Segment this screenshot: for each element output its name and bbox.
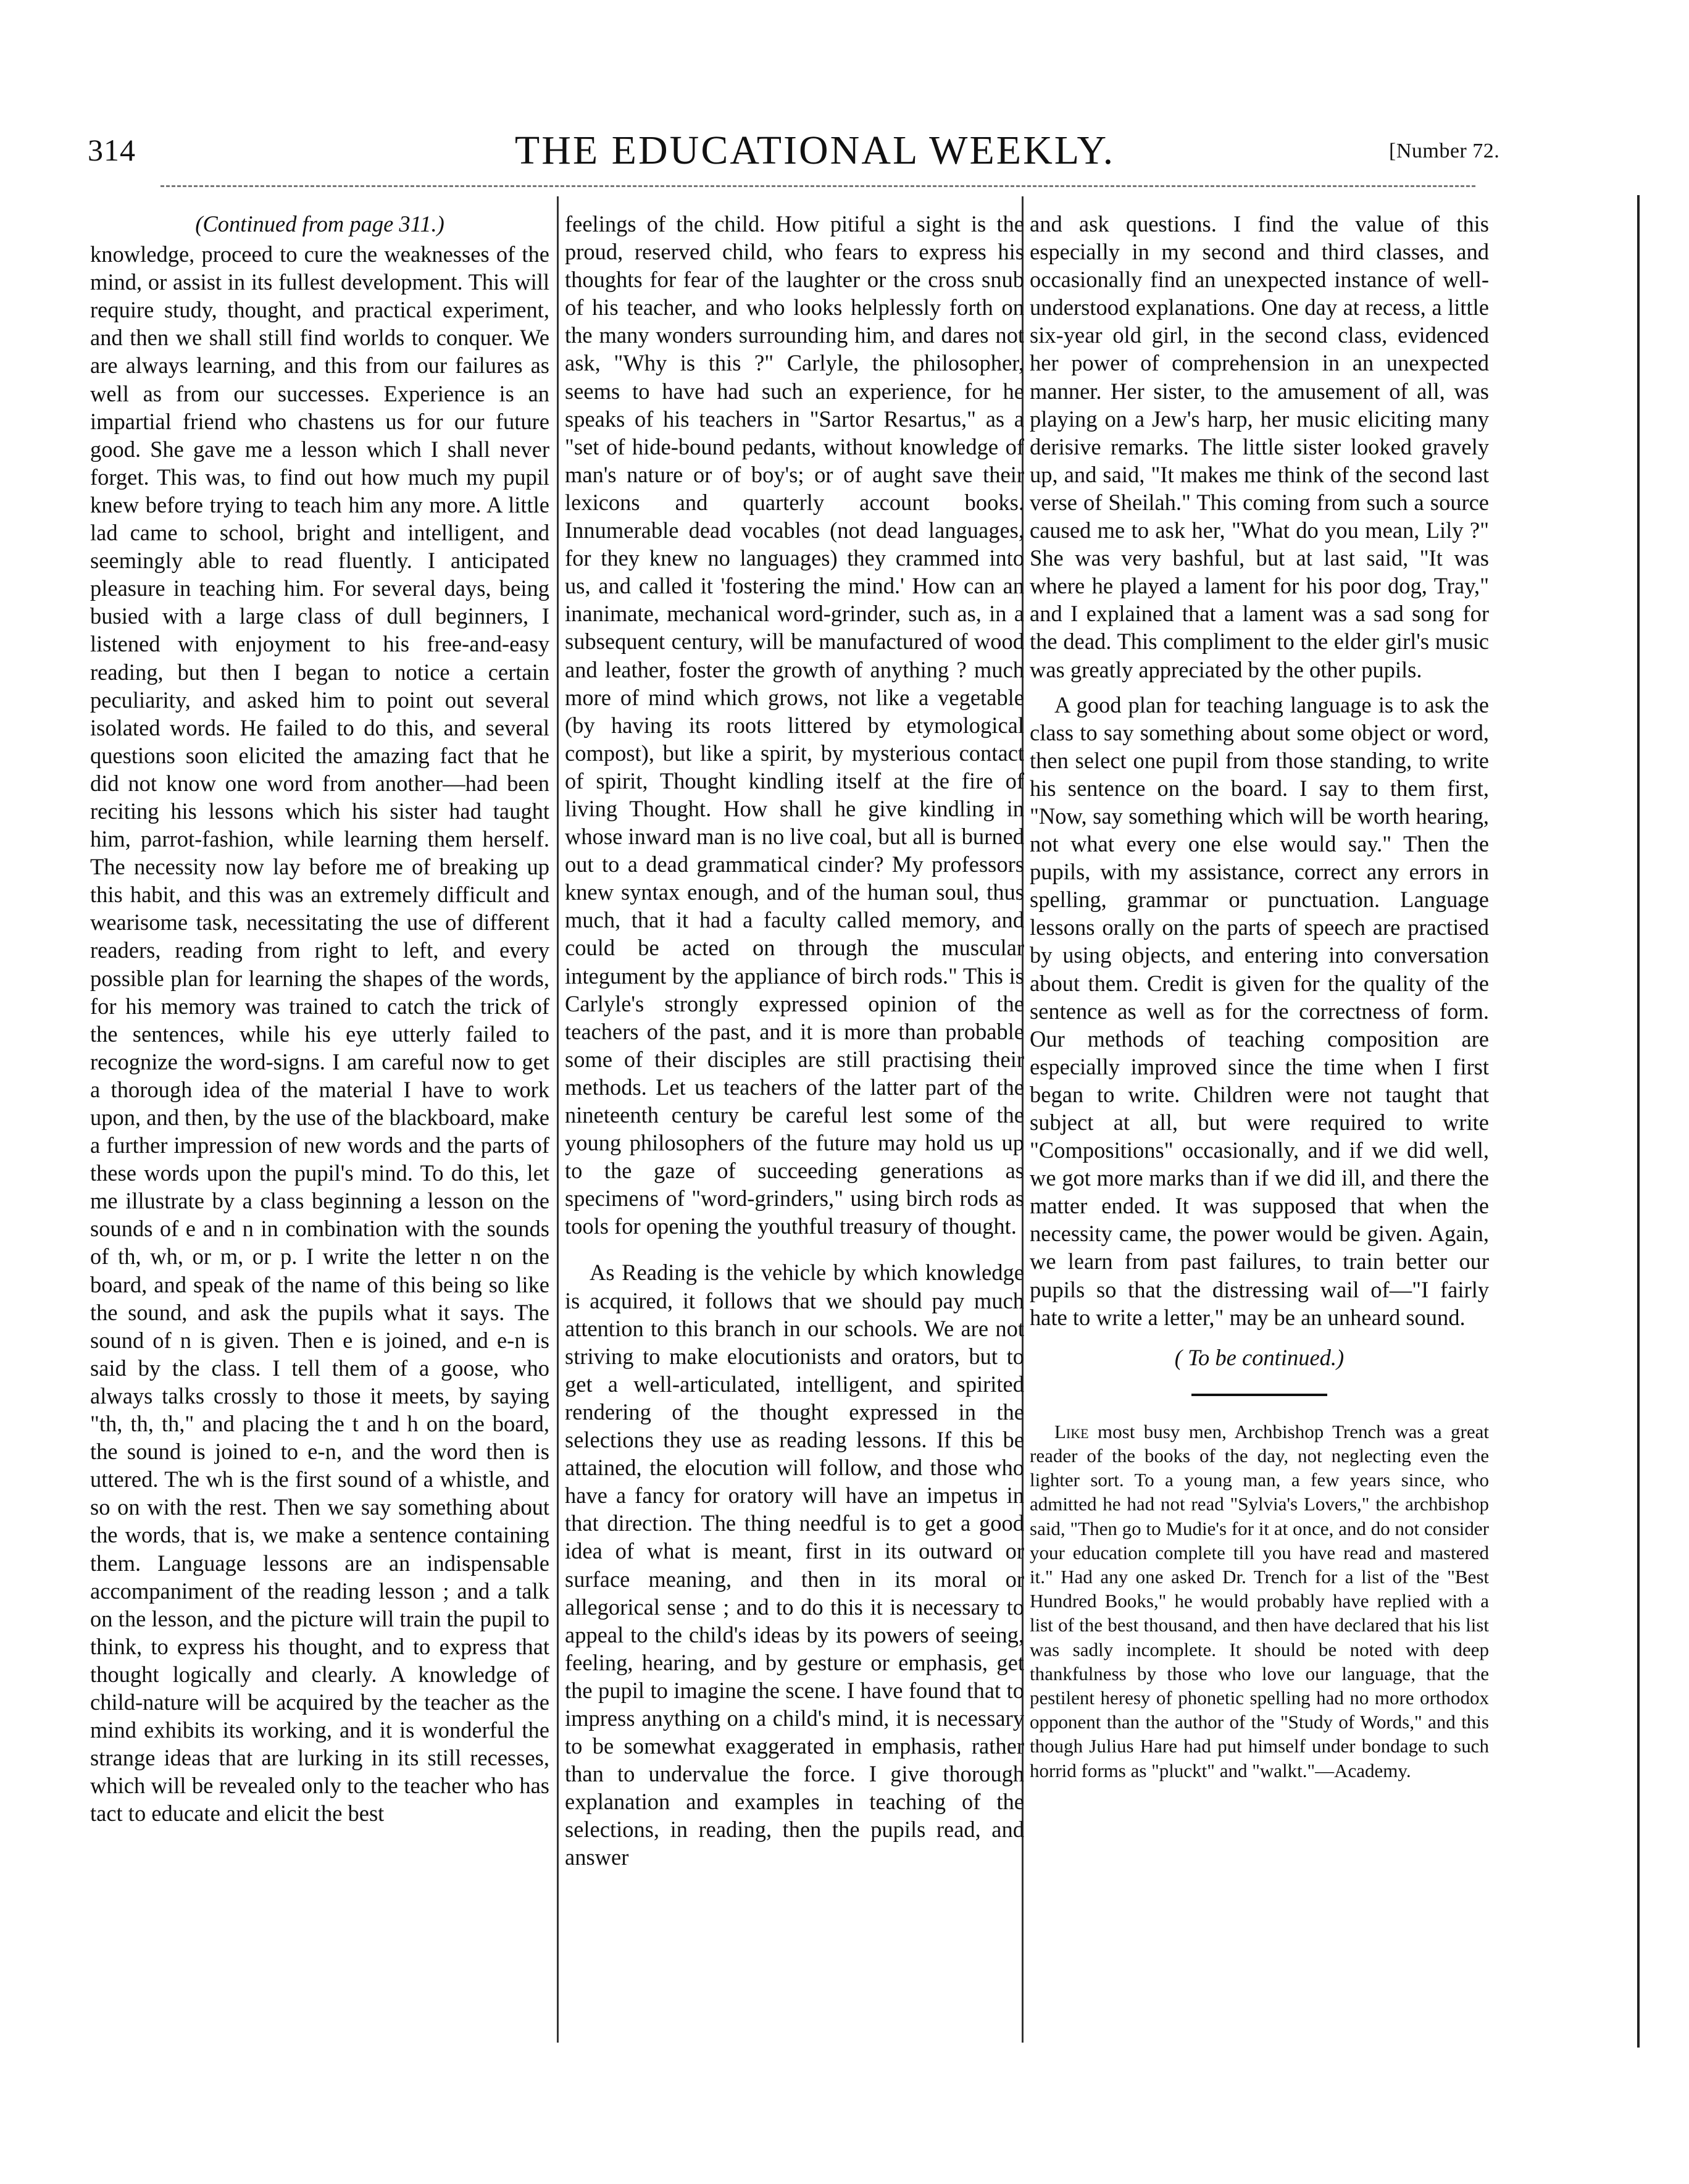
page-number: 314 [88,133,136,167]
anecdote-text: most busy men, Archbishop Trench was a great reader of the books of the day, not neglecting even the lighter sort. To a young man, a few years since, who admitted he had not read "Sylvia's Lovers," the archbishop said, "Then go to Mudie's for it at once, and do not consider your education complete till you have read and mastered it." Had any one asked Dr. Trench for a list of the "Best Hundred Books," he would probably have replied with a list of the best thousand, and then have declared that his list was sadly incomplete. It should be noted with deep thankfulness by those who love our language, that the pestilent heresy of phonetic spelling had no more orthodox opponent than the author of the "Study of Words," and this though Julius Hare had put himself under bondage to such horrid forms as "pluckt" and "walkt."—Academy. [1030,1420,1489,1781]
column-divider-left [557,196,559,2043]
article-paragraph: and ask questions. I find the value of this especially in my second and third classes, and occasionally find an unexpected instance of well-understood explanations. One day at recess, a little six-year old girl, in the second class, evidenced her power of comprehension in an unexpected manner. Her sister, to the amusement of all, was playing on a Jew's harp, her music eliciting many derisive remarks. The little sister looked gravely up, and said, "It makes me think of the second last verse of Sheilah." This coming from such a source caused me to ask her, "What do you mean, Lily ?" She was very bashful, but at last said, "It was where he played a lament for his poor dog, Tray," and I explained that a lament was a sad song for the dead. This compliment to the elder girl's music was greatly appreciated by the other pupils. [1030,211,1489,682]
page-edge-rule [1637,195,1640,2048]
column-middle [565,210,1024,1872]
continued-from-note: (Continued from page 311.) [195,211,444,236]
paragraph-gap [565,1240,1024,1258]
article-paragraph: As Reading is the vehicle by which knowledge is acquired, it follows that we should pay much attention to this branch in our schools. We are not striving to make elocutionists and orators, but to get a well-articulated, intelligent, and spirited rendering of the thought expressed in the selections they use as reading lessons. If this be attained, the elocution will follow, and those who have a fancy for oratory will have an impetus in that direction. The thing needful is to get a good idea of what is meant, first in its outward or surface meaning, and then in its moral or allegorical sense ; and to do this it is necessary to appeal to the child's ideas by its powers of seeing, feeling, hearing, and by gesture or emphasis, get the pupil to imagine the scene. I have found that to impress anything on a child's mind, it is necessary to be somewhat exaggerated in emphasis, rather than to undervalue the force. I give thorough explanation and examples in teaching of the selections, in reading, then the pupils read, and answer [565,1260,1024,1870]
article-paragraph: A good plan for teaching language is to ask the class to say something about some object or word, then select one pupil from those standing, to write his sentence on the board. I say to them first, "Now, say something which will be worth hearing, not what every one else would say." Then the pupils, with my assistance, correct any errors in spelling, grammar or punctuation. Language lessons orally on the parts of speech are practised by using objects, and entering into conversation about them. Credit is given for the quality of the sentence as well as for the correctness of form. Our methods of teaching composition are especially improved since the time when I first began to write. Children were not taught that subject at all, but were required to write "Compositions" occasionally, and if we did well, we got more marks than if we did ill, and there the matter ended. It was supposed that when the necessity came, the power would be given. Again, we learn from past failures, to train better our pupils so that the distressing wail of—"I fairly hate to write a letter," may be an unheard sound. [1030,692,1489,1330]
column-left [90,210,549,1827]
article-paragraph: knowledge, proceed to cure the weaknesses of the mind, or assist in its fullest development. This will require study, thought, and practical experiment, and then we shall still find worlds to conquer. We are always learning, and this from our failures as well as from our successes. Experience is an impartial friend who chastens us for our future good. She gave me a lesson which I shall never forget. This was, to find out how much my pupil knew before trying to teach him any more. A little lad came to school, bright and intelligent, and seemingly able to read fluently. I anticipated pleasure in teaching him. For several days, being busied with a large class of dull beginners, I listened with enjoyment to his free-and-easy reading, but then I began to notice a certain peculiarity, and asked him to point out several isolated words. He failed to do this, and several questions soon elicited the amazing fact that he did not know one word from another—had been reciting his lessons which his sister had taught him, parrot-fashion, while learning them herself. The necessity now lay before me of breaking up this habit, and this was an extremely difficult and wearisome task, necessitating the use of different readers, reading from right to left, and every possible plan for learning the shapes of the words, for his memory was trained to catch the trick of the sentences, while his eye utterly failed to recognize the word-signs. I am careful now to get a thorough idea of the material I have to work upon, and then, by the use of the blackboard, make a further impression of new words and the parts of these words upon the pupil's mind. To do this, let me illustrate by a class beginning a lesson on the sounds of e and n in combination with the sounds of th, wh, or m, or p. I write the letter n on the board, and speak of the name of this being so like the sound, and ask the pupils what it says. The sound of n is given. Then e is joined, and e-n is said by the class. I tell them of a goose, who always talks crossly to those it meets, by saying "th, th, th," and placing the t and h on the board, the sound is joined to e-n, and the word then is uttered. The wh is the first sound of a whistle, and so on with the rest. Then we say something about the words, that is, we make a sentence containing them. Language lessons are an indispensable accompaniment of the reading lesson ; and a talk on the lesson, and the picture will train the pupil to think, to express his thought, and to express that thought logically and clearly. A knowledge of child-nature will be acquired by the teacher as the mind exhibits its working, and it is wonderful the strange ideas that are lurking in its still recesses, which will be revealed only to the teacher who has tact to educate and elicit the best [90,241,549,1826]
paragraph-gap [1030,684,1489,691]
journal-title: THE EDUCATIONAL WEEKLY. [514,128,1116,173]
anecdote-paragraph [1030,1420,1489,1783]
article-paragraph: feelings of the child. How pitiful a sight is the proud, reserved child, who fears to express his thoughts for fear of the laughter or the cross snub of his teacher, and who looks helplessly forth on the many wonders surrounding him, and dares not ask, "Why is this ?" Carlyle, the philosopher, seems to have had such an experience, for he speaks of his teachers in "Sartor Resartus," as a "set of hide-bound pedants, without knowledge of man's nature or of boy's; or of aught save their lexicons and quarterly account books. Innumerable dead vocables (not dead languages, for they knew no languages) they crammed into us, and called it 'fostering the mind.' How can an inanimate, mechanical word-grinder, such as, in a subsequent century, will be manufactured of wood and leather, foster the growth of anything ? much more of mind which grows, not like a vegetable (by having its roots littered by etymological compost), but like a spirit, by mysterious contact of spirit, Thought kindling itself at the fire of living Thought. How shall he give kindling in whose inward man is no live coal, but all is burned out to a dead grammatical cinder? My professors knew syntax enough, and of the human soul, thus much, that it had a faculty called memory, and could be acted on through the muscular integument by the appliance of birch rods." This is Carlyle's strongly expressed opinion of the teachers of the past, and it is more than probable some of their disciples are still practising their methods. Let us teachers of the latter part of the nineteenth century be careful lest some of the young philosophers of the future may hold us up to the gaze of succeeding generations as specimens of "word-grinders," using birch rods as tools for opening the youthful treasury of thought. [565,211,1024,1239]
anecdote-lead-word: Like [1054,1420,1089,1442]
column-right [1030,210,1489,1783]
header-rule [161,185,1475,187]
issue-number: [Number 72. [1389,140,1500,162]
section-divider [1191,1394,1327,1396]
to-be-continued-note: ( To be continued.) [1174,1344,1345,1370]
